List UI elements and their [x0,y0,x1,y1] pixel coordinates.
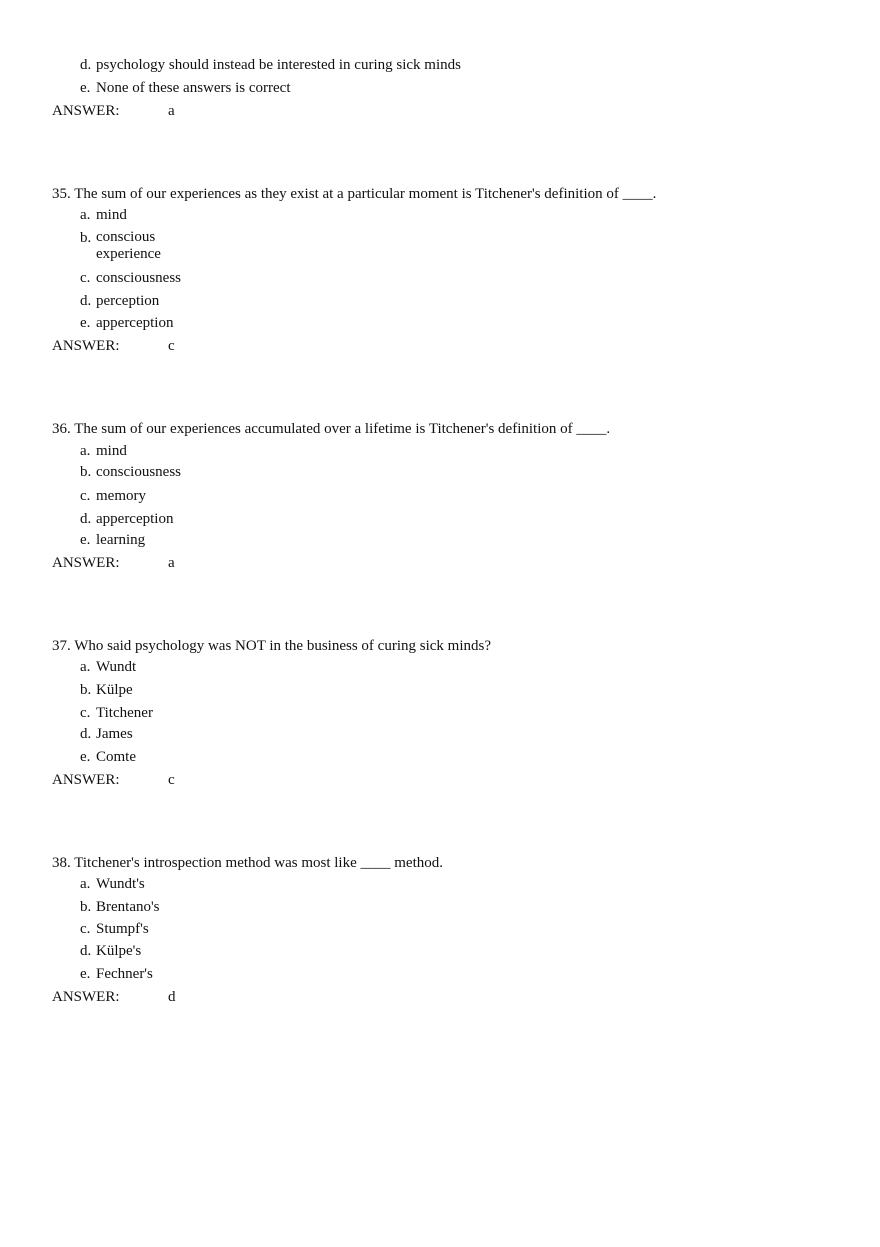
option-text: mind [96,443,127,459]
option-text: perception [96,293,160,309]
option-letter: d. [80,511,92,527]
option-item [80,658,136,676]
option-letter: c. [80,488,91,504]
question-stem: 36. The sum of our experiences accumulated over a lifetime is Titchener's definition of ____. [52,421,611,437]
option-text: mind [96,207,127,223]
answer-label: ANSWER: [52,555,120,571]
option-letter: a. [80,659,91,675]
answer-line [52,988,176,1006]
option-letter: c. [80,705,91,721]
option-item [80,681,133,699]
option-letter: d. [80,293,92,309]
option-text: Külpe [96,682,133,698]
option-item [80,487,146,505]
option-letter: b. [80,899,92,915]
option-item [80,229,186,263]
answer-label: ANSWER: [52,338,120,354]
option-item [80,920,149,938]
option-letter: d. [80,943,92,959]
option-item [80,898,160,916]
option-letter: e. [80,966,91,982]
option-text: conscious experience [96,229,161,262]
option-text: Comte [96,749,136,765]
option-letter: b. [80,682,92,698]
answer-label: ANSWER: [52,103,120,119]
option-text: consciousness [96,464,181,480]
option-text: Brentano's [96,899,160,915]
answer-line [52,337,175,355]
option-item [80,704,153,722]
option-text: memory [96,488,146,504]
option-item [80,510,173,528]
option-item [80,531,145,549]
option-letter: e. [80,315,91,331]
option-text: psychology should instead be interested in curing sick minds [96,57,461,73]
answer-label: ANSWER: [52,989,120,1005]
option-item [80,292,159,310]
answer-line [52,554,175,572]
answer-label: ANSWER: [52,772,120,788]
option-item [80,748,136,766]
option-item [80,269,181,287]
option-item [80,463,181,481]
option-text: apperception [96,511,174,527]
option-letter: a. [80,443,91,459]
option-item [80,79,291,97]
option-text: Wundt [96,659,137,675]
answer-value: c [168,772,175,788]
answer-value: a [168,555,175,571]
option-text: consciousness [96,270,181,286]
option-text: Stumpf's [96,921,149,937]
option-text: Wundt's [96,876,145,892]
option-text: Fechner's [96,966,153,982]
option-item [80,442,127,460]
option-letter: e. [80,532,91,548]
option-letter: c. [80,921,91,937]
option-text: James [96,726,133,742]
answer-value: c [168,338,175,354]
option-letter: a. [80,207,91,223]
question-stem: 35. The sum of our experiences as they exist at a particular moment is Titchener's definition of ____. [52,186,657,202]
option-text: learning [96,532,146,548]
option-letter: e. [80,749,91,765]
option-text: Titchener [96,705,153,721]
option-item [80,942,141,960]
answer-value: d [168,989,176,1005]
option-letter: e. [80,80,91,96]
option-item [80,725,133,743]
option-text: None of these answers is correct [96,80,291,96]
option-letter: d. [80,57,92,73]
option-letter: c. [80,270,91,286]
option-letter: d. [80,726,92,742]
option-item [80,965,153,983]
option-letter: a. [80,876,91,892]
option-text: Külpe's [96,943,142,959]
option-letter: b. [80,464,92,480]
question-stem: 37. Who said psychology was NOT in the business of curing sick minds? [52,638,491,654]
question-stem: 38. Titchener's introspection method was most like ____ method. [52,855,444,871]
option-item [80,56,461,74]
answer-line [52,102,175,120]
answer-value: a [168,103,175,119]
option-letter: b. [80,230,92,246]
option-text: apperception [96,315,174,331]
option-item [80,314,173,332]
option-item [80,875,145,893]
option-item [80,206,127,224]
answer-line [52,771,175,789]
